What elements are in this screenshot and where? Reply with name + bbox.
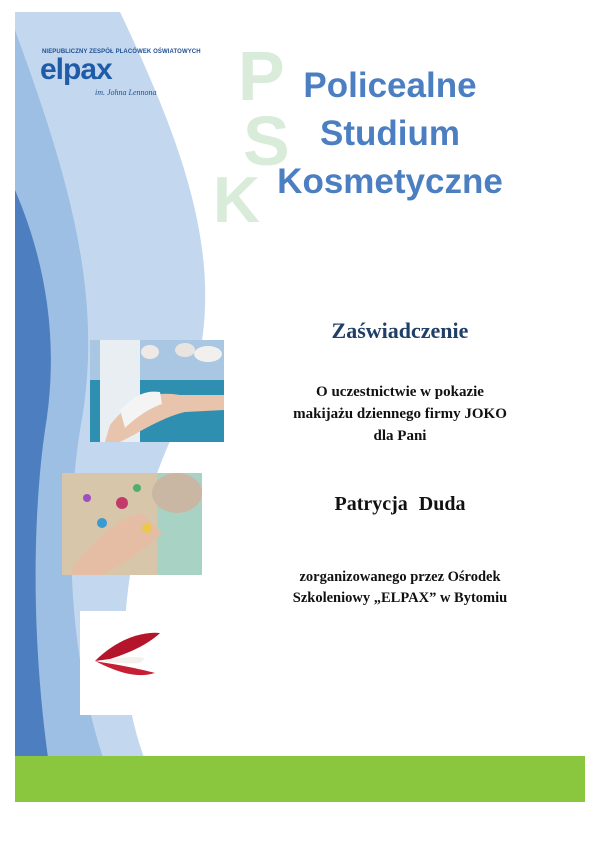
description-line-3: dla Pani — [373, 428, 427, 444]
title-line-1: Policealne — [303, 66, 477, 105]
watermark-letter-s: S — [243, 102, 290, 180]
title-line-3: Kosmetyczne — [277, 162, 503, 201]
certificate-heading: Zaświadczenie — [331, 318, 469, 343]
organizer-line-1: zorganizowanego przez Ośrodek — [299, 569, 501, 585]
elpax-logo: elpax — [40, 53, 112, 86]
lips-photo — [80, 611, 218, 715]
description-line-2: makijażu dziennego firmy JOKO — [293, 406, 507, 422]
watermark-letter-k: K — [213, 163, 260, 236]
manicure-photo — [90, 340, 224, 442]
certificate-description — [230, 381, 570, 447]
green-band — [15, 756, 585, 802]
logo-top-text: NIEPUBLICZNY ZESPÓŁ PLACÓWEK OŚWIATOWYCH — [42, 49, 201, 55]
description-line-1: O uczestnictwie w pokazie — [316, 384, 484, 400]
organizer-line-2: Szkoleniowy „ELPAX” w Bytomiu — [292, 590, 508, 606]
nail-art-photo — [62, 473, 202, 575]
logo-subtitle: im. Johna Lennona — [95, 88, 157, 97]
school-title — [225, 62, 555, 206]
recipient-name: Patrycja Duda — [334, 493, 466, 515]
organizer-text — [230, 567, 570, 609]
title-line-2: Studium — [320, 114, 460, 153]
watermark-letter-p: P — [238, 37, 285, 115]
